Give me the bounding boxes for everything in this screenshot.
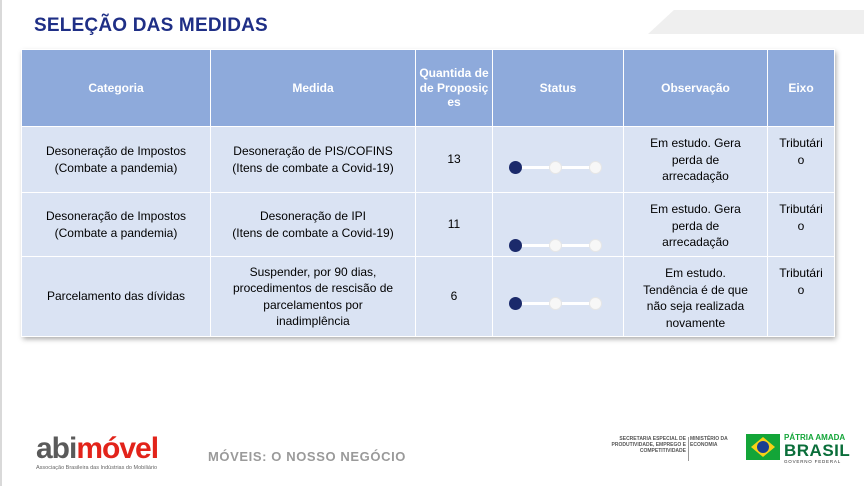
cell-status xyxy=(493,193,624,257)
status-dot-active xyxy=(509,161,522,174)
status-dot-inactive xyxy=(589,297,602,310)
status-stepper xyxy=(493,257,623,336)
gov-separator xyxy=(688,437,689,461)
status-dot-active xyxy=(509,297,522,310)
cell-status xyxy=(493,127,624,193)
top-decorative-band xyxy=(648,10,864,34)
footer-slogan: MÓVEIS: O NOSSO NEGÓCIO xyxy=(208,449,406,464)
status-dot-active xyxy=(509,239,522,252)
measures-table xyxy=(21,49,835,337)
table-row xyxy=(22,127,835,193)
table-row xyxy=(22,257,835,337)
governo-federal-label: GOVERNO FEDERAL xyxy=(784,459,842,464)
cell-status xyxy=(493,257,624,337)
cell-categoria: Desoneração de Impostos (Combate a pandemia) xyxy=(22,193,211,257)
status-stepper xyxy=(493,127,623,192)
cell-medida: Desoneração de PIS/COFINS (Itens de combate a Covid-19) xyxy=(211,127,416,193)
cell-observacao: Em estudo. Gera perda de arrecadação xyxy=(624,127,768,193)
left-border-rule xyxy=(0,0,2,486)
secretaria-label: SECRETARIA ESPECIAL DE PRODUTIVIDADE, EMPREGO E COMPETITIVIDADE xyxy=(611,436,686,454)
header-categoria: Categoria xyxy=(22,50,211,127)
header-status: Status xyxy=(493,50,624,127)
logo-abi-text: abi xyxy=(36,432,77,465)
cell-observacao: Em estudo. Gera perda de arrecadação xyxy=(624,193,768,257)
cell-quantidade: 13 xyxy=(416,127,493,193)
table-row xyxy=(22,193,835,257)
cell-medida: Desoneração de IPI (Itens de combate a Covid-19) xyxy=(211,193,416,257)
cell-observacao: Em estudo. Tendência é de que não seja realizada novamente xyxy=(624,257,768,337)
logo-subtitle: Associação Brasileira das Indústrias do Mobiliário xyxy=(36,465,158,471)
cell-categoria: Desoneração de Impostos (Combate a pandemia) xyxy=(22,127,211,193)
cell-eixo: Tributári o xyxy=(768,257,835,337)
measures-table-container xyxy=(21,49,834,336)
status-dot-inactive xyxy=(549,161,562,174)
page-title: SELEÇÃO DAS MEDIDAS xyxy=(34,15,268,36)
table-header-row xyxy=(22,50,835,127)
logo-movel-text: móvel xyxy=(76,432,159,465)
header-eixo: Eixo xyxy=(768,50,835,127)
header-observacao: Observação xyxy=(624,50,768,127)
header-medida: Medida xyxy=(211,50,416,127)
ministerio-label: MINISTÉRIO DA ECONOMIA xyxy=(690,436,728,448)
brasil-label: BRASIL xyxy=(784,441,851,460)
header-quantidade: Quantida de de Proposiç es xyxy=(416,50,493,127)
status-dot-inactive xyxy=(549,239,562,252)
status-stepper xyxy=(493,193,623,256)
brazil-flag-icon xyxy=(746,434,780,460)
cell-eixo: Tributári o xyxy=(768,193,835,257)
status-dot-inactive xyxy=(549,297,562,310)
abimovel-logo xyxy=(36,434,158,471)
cell-medida: Suspender, por 90 dias, procedimentos de rescisão de parcelamentos por inadimplência xyxy=(211,257,416,337)
status-dot-inactive xyxy=(589,239,602,252)
cell-quantidade: 6 xyxy=(416,257,493,337)
patria-amada-label: PÁTRIA AMADA xyxy=(784,433,846,442)
cell-categoria: Parcelamento das dívidas xyxy=(22,257,211,337)
status-dot-inactive xyxy=(589,161,602,174)
cell-eixo: Tributári o xyxy=(768,127,835,193)
cell-quantidade: 11 xyxy=(416,193,493,257)
